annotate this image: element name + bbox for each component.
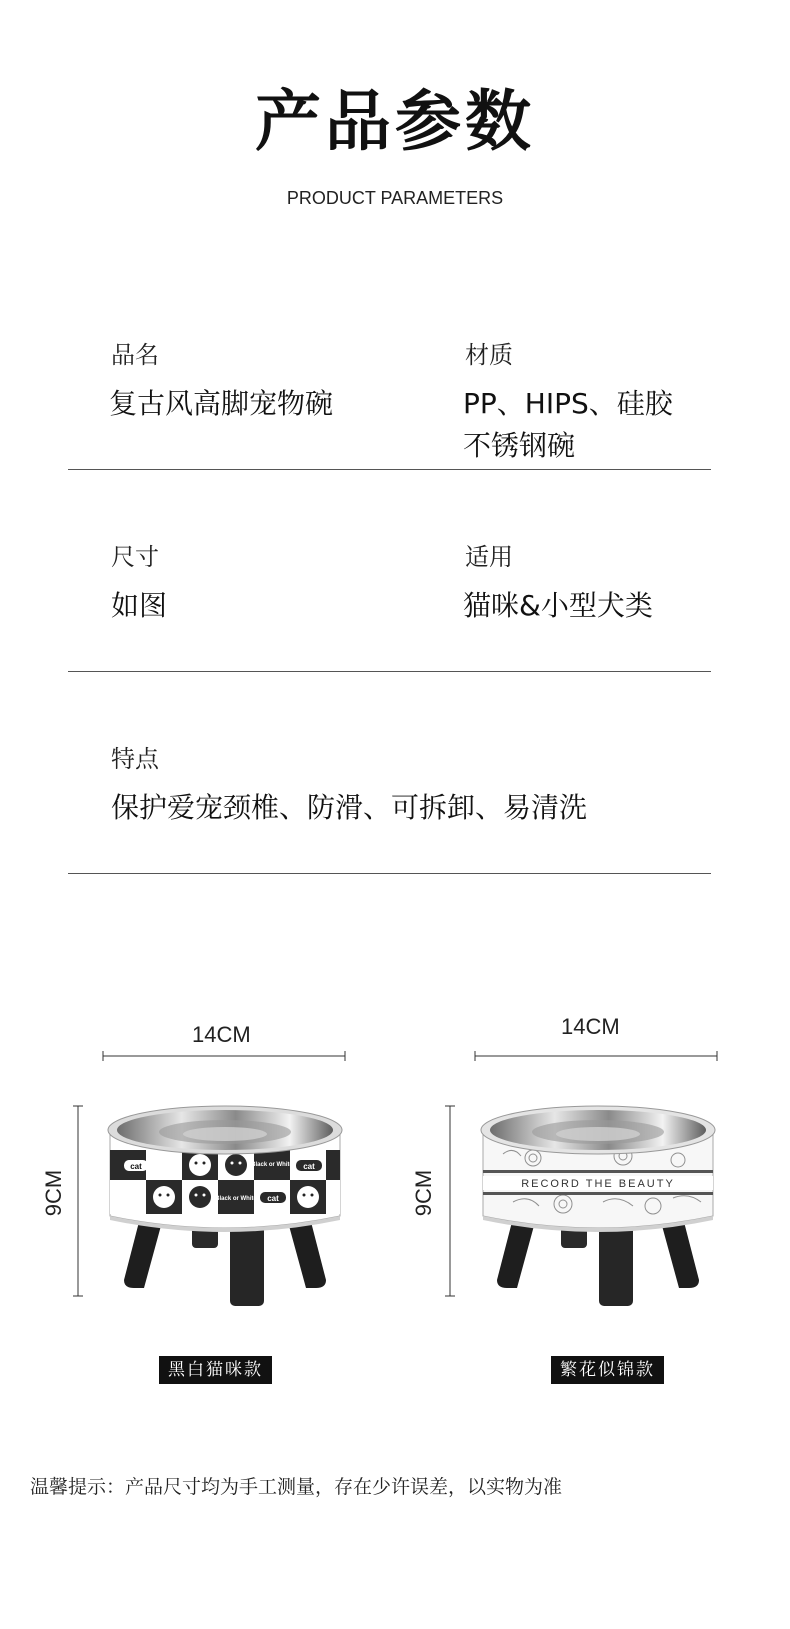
usage-label: 适用: [465, 543, 513, 571]
product-2-height-line: [442, 1103, 458, 1299]
name-label: 品名: [111, 341, 159, 369]
divider: [68, 873, 711, 874]
product-1-width-line: [100, 1048, 348, 1064]
footer-note: 温馨提示：产品尺寸均为手工测量，存在少许误差，以实物为准: [30, 1476, 563, 1498]
black-or-white-text: Black or White: [251, 1162, 293, 1168]
size-value: 如图: [111, 589, 168, 622]
cat-text: cat: [303, 1162, 315, 1171]
cat-text: cat: [130, 1162, 142, 1171]
product-2-width-label: 14CM: [561, 1014, 620, 1039]
product-1-width-label: 14CM: [192, 1022, 251, 1047]
usage-value: 猫咪&小型犬类: [463, 589, 653, 622]
product-2-height-label: 9CM: [411, 1169, 436, 1217]
divider: [68, 469, 711, 470]
material-value-line2: 不锈钢碗: [463, 429, 576, 462]
feature-value: 保护爱宠颈椎、防滑、可拆卸、易清洗: [111, 791, 588, 824]
size-label: 尺寸: [111, 543, 159, 571]
divider: [68, 671, 711, 672]
product-1-height-label: 9CM: [41, 1169, 66, 1217]
material-value-line1: PP、HIPS、硅胶: [463, 387, 673, 420]
cat-bowl-image: [100, 1098, 350, 1313]
name-value: 复古风高脚宠物碗: [109, 387, 334, 420]
product-1-name-badge: 黑白猫咪款: [159, 1356, 272, 1384]
product-2-name-badge: 繁花似锦款: [551, 1356, 664, 1384]
page-title: 产品参数: [255, 83, 535, 160]
product-1-height-line: [70, 1103, 86, 1299]
product-2-width-line: [472, 1048, 720, 1064]
floral-bowl-image: [473, 1098, 723, 1313]
page-subtitle: PRODUCT PARAMETERS: [286, 188, 504, 208]
feature-label: 特点: [111, 745, 159, 773]
cat-text: cat: [267, 1194, 279, 1203]
black-or-white-text: Black or White: [215, 1196, 257, 1202]
record-the-beauty-text: RECORD THE BEAUTY: [521, 1178, 675, 1190]
material-label: 材质: [465, 341, 513, 369]
